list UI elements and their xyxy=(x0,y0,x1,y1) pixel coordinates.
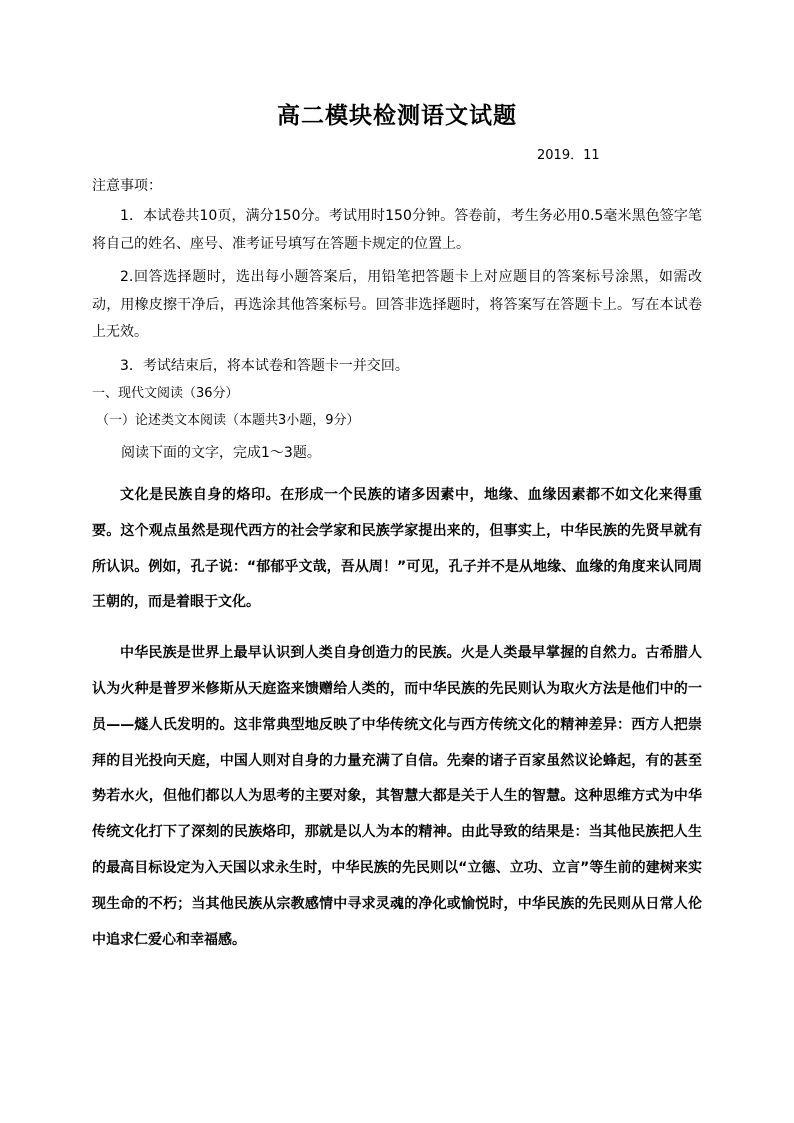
passage-paragraph: 文化是民族自身的烙印。在形成一个民族的诸多因素中，地缘、血缘因素都不如文化来得重要。这个观点虽然是现代西方的社会学家和民族学家提出来的，但事实上，中华民族的先贤早就有所认识。例如，孔子说：“郁郁乎文哉，吾从周！”可见，孔子并不是从地缘、血缘的角度来认同周王朝的，而是着眼于文化。 xyxy=(92,487,702,611)
passage-paragraph: 中华民族是世界上最早认识到人类自身创造力的民族。火是人类最早掌握的自然力。古希腊人认为火种是普罗米修斯从天庭盗来馈赠给人类的，而中华民族的先民则认为取火方法是他们中的一员——燧人氏发明的。这非常典型地反映了中华传统文化与西方传统文化的精神差异：西方人把崇拜的目光投向天庭，中国人则对自身的力量充满了自信。先秦的诸子百家虽然议论蜂起，有的甚至势若水火，但他们都以人为思考的主要对象，其智慧大都是关于人生的智慧。这种思维方式为中华传统文化打下了深刻的民族烙印，那就是以人为本的精神。由此导致的结果是：当其他民族把人生的最高目标设定为入天国以求永生时，中华民族的先民则以“立德、立功、立言”等生前的建树来实现生命的不朽；当其他民族从宗教感情中寻求灵魂的净化或愉悦时，中华民族的先民则从日常人伦中追求仁爱心和幸福感。 xyxy=(92,645,702,948)
notice-item: 2.回答选择题时，选出每小题答案后，用铅笔把答题卡上对应题目的答案标号涂黑，如需改动，用橡皮擦干净后，再选涂其他答案标号。回答非选择题时，将答案写在答题卡上。写在本试卷上无效。 xyxy=(92,269,702,340)
reading-instruction: 阅读下面的文字，完成1～3题。 xyxy=(121,445,321,461)
exam-date: 2019．11 xyxy=(537,148,600,163)
page-title: 高二模块检测语文试题 xyxy=(277,103,517,129)
notice-label: 注意事项： xyxy=(92,178,162,194)
notice-item: 1．本试卷共10页，满分150分。考试用时150分钟。答卷前，考生务必用0.5毫米黑色签字笔将自己的姓名、座号、准考证号填写在答题卡规定的位置上。 xyxy=(92,208,702,252)
subsection-heading: （一）论述类文本阅读（本题共3小题，9分） xyxy=(96,413,360,428)
notice-item: 3．考试结束后，将本试卷和答题卡一并交回。 xyxy=(120,357,409,374)
section-heading: 一、现代文阅读（36分） xyxy=(92,386,239,401)
reading-passage xyxy=(92,478,702,958)
notice-list xyxy=(92,203,702,380)
